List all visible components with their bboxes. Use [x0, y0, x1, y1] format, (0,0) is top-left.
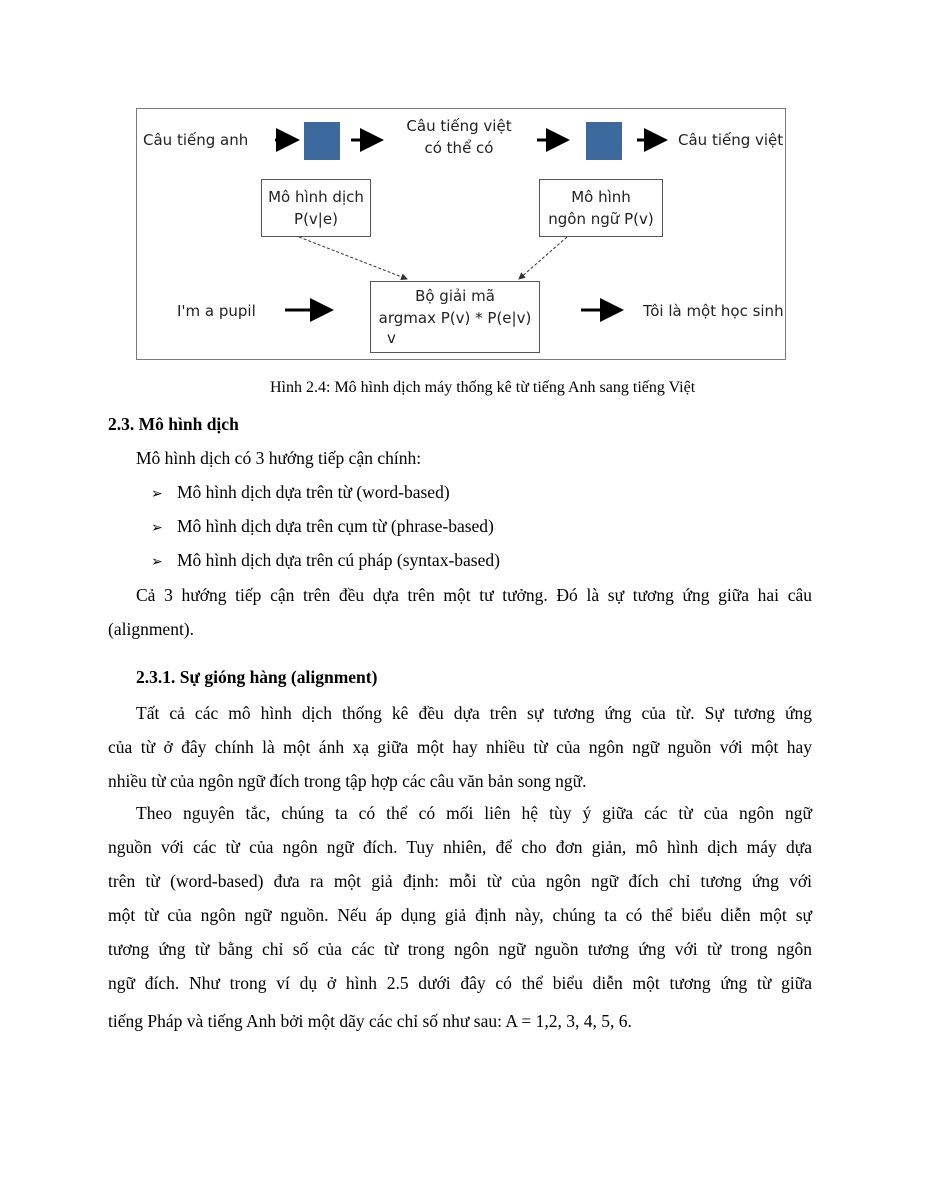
translation-model-diagram	[136, 108, 786, 360]
summary-line-2: (alignment).	[108, 619, 195, 639]
arrow-bullet-icon: ➢	[151, 486, 163, 502]
figure-caption: Hình 2.4: Mô hình dịch máy thống kê từ tiếng Anh sang tiếng Việt	[270, 379, 696, 396]
section-heading-2-3-1: 2.3.1. Sự gióng hàng (alignment)	[136, 667, 378, 687]
candidate-sentences-label	[389, 115, 529, 159]
decoder-line-1: Bộ giải mã	[415, 287, 495, 305]
bullet-item	[151, 516, 494, 537]
translation-block	[304, 122, 340, 160]
example-input-label: I'm a pupil	[177, 302, 256, 320]
translation-model-line-1: Mô hình dịch	[268, 188, 364, 206]
paragraph-2-line: một từ của ngôn ngữ nguồn. Nếu áp dụng giả định này, chúng ta có thể biểu diễn một sự	[108, 905, 812, 925]
arrow-bullet-icon: ➢	[151, 520, 163, 536]
candidates-line-2: có thể có	[424, 139, 494, 157]
language-model-line-2: ngôn ngữ P(v)	[548, 210, 654, 228]
paragraph-2-line: trên từ (word-based) đưa ra một giả định: mỗi từ của ngôn ngữ đích chỉ tương ứng với	[108, 871, 812, 891]
language-block	[586, 122, 622, 160]
paragraph-2-line: tiếng Pháp và tiếng Anh bởi một dãy các chỉ số như sau: A = 1,2, 3, 4, 5, 6.	[108, 1011, 632, 1031]
input-sentence-label: Câu tiếng anh	[143, 131, 249, 149]
section-intro: Mô hình dịch có 3 hướng tiếp cận chính:	[136, 448, 422, 468]
paragraph-2-line: tương ứng từ bằng chỉ số của các từ trong ngôn ngữ nguồn tương ứng với từ trong ngôn	[108, 939, 812, 959]
decoder-line-2: argmax P(v) * P(e|v)	[378, 309, 532, 327]
bullet-text: Mô hình dịch dựa trên cụm từ (phrase-based)	[177, 516, 494, 536]
arrow-bullet-icon: ➢	[151, 554, 163, 570]
bullet-text: Mô hình dịch dựa trên cú pháp (syntax-based)	[177, 550, 500, 570]
candidates-line-1: Câu tiếng việt	[406, 117, 512, 135]
translation-model-box	[261, 179, 371, 237]
paragraph-1-line: nhiều từ của ngôn ngữ đích trong tập hợp các câu văn bản song ngữ.	[108, 771, 587, 791]
paragraph-1-line: Tất cả các mô hình dịch thống kê đều dựa trên sự tương ứng của từ. Sự tương ứng	[136, 703, 812, 723]
translation-model-line-2: P(v|e)	[294, 210, 338, 228]
paragraph-2-line: nguồn với các từ của ngôn ngữ đích. Tuy nhiên, để cho đơn giản, mô hình dịch máy dựa	[108, 837, 812, 857]
arrow-language-model-to-decoder	[519, 237, 567, 279]
paragraph-2-line: Theo nguyên tắc, chúng ta có thể có mối liên hệ tùy ý giữa các từ của ngôn ngữ	[136, 803, 812, 823]
example-output-label: Tôi là một học sinh	[643, 302, 784, 320]
paragraph-2-line: ngữ đích. Như trong ví dụ ở hình 2.5 dưới đây có thể biểu diễn một tương ứng từ giữa	[108, 973, 812, 993]
decoder-box	[370, 281, 540, 353]
arrow-translation-model-to-decoder	[299, 237, 407, 279]
bullet-text: Mô hình dịch dựa trên từ (word-based)	[177, 482, 450, 502]
bullet-item	[151, 550, 500, 571]
decoder-line-3: v	[387, 329, 396, 347]
section-heading-2-3: 2.3. Mô hình dịch	[108, 414, 239, 434]
paragraph-1-line: của từ ở đây chính là một ánh xạ giữa một hay nhiều từ của ngôn ngữ nguồn với một hay	[108, 737, 812, 757]
language-model-line-1: Mô hình	[571, 188, 631, 206]
bullet-item	[151, 482, 450, 503]
summary-line-1: Cả 3 hướng tiếp cận trên đều dựa trên một tư tưởng. Đó là sự tương ứng giữa hai câu	[136, 585, 812, 605]
language-model-box	[539, 179, 663, 237]
output-sentence-label: Câu tiếng việt	[678, 131, 784, 149]
